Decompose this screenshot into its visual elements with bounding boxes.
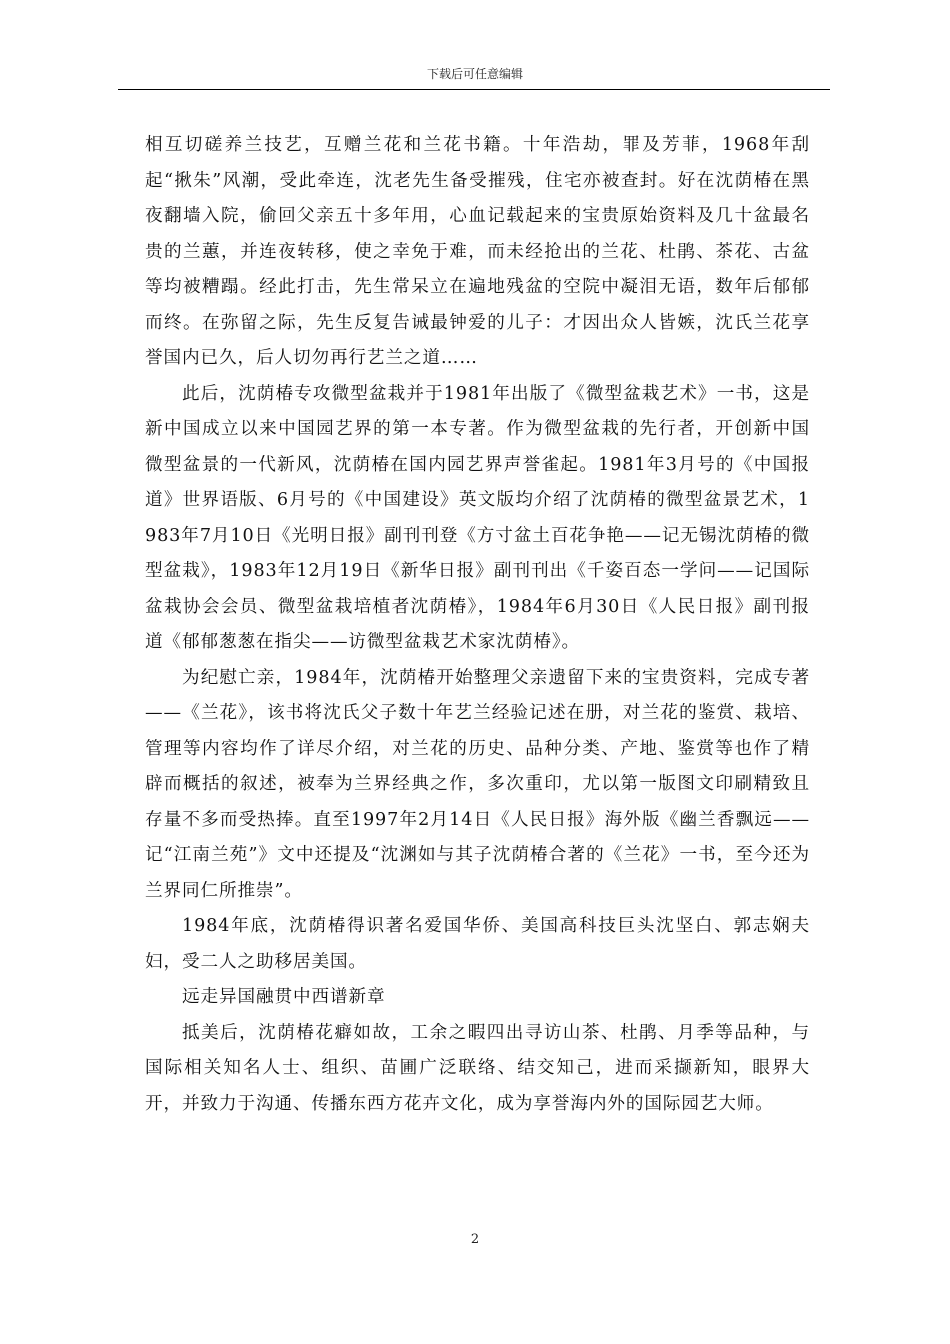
paragraph-4: 1984年底，沈荫椿得识著名爱国华侨、美国高科技巨头沈坚白、郭志娴夫妇，受二人之助移居美国。: [145, 916, 810, 972]
paragraph-1: 相互切磋养兰技艺，互赠兰花和兰花书籍。十年浩劫，罪及芳菲，1968年刮起“揪朱”风潮，受此牵连，沈老先生备受摧残，住宅亦被查封。好在沈荫椿在黑夜翻墙入院，偷回父亲五十多年用，心血记载起来的宝贵原始资料及几十盆最名贵的兰蕙，并连夜转移，使之幸免于难，而未经抢出的兰花、杜鹃、茶花、古盆等均被糟蹋。经此打击，先生常呆立在遍地残盆的空院中凝泪无语，数年后郁郁而终。在弥留之际，先生反复告诫最钟爱的儿子：才因出众人皆嫉，沈氏兰花享誉国内已久，后人切勿再行艺兰之道……: [145, 135, 810, 368]
page-number: 2: [470, 1232, 480, 1247]
paragraph-2: 此后，沈荫椿专攻微型盆栽并于1981年出版了《微型盆栽艺术》一书，这是新中国成立以来中国园艺界的第一本专著。作为微型盆栽的先行者，开创新中国微型盆景的一代新风，沈荫椿在国内园艺界声誉雀起。1981年3月号的《中国报道》世界语版、6月号的《中国建设》英文版均介绍了沈荫椿的微型盆景艺术，1983年7月10日《光明日报》副刊刊登《方寸盆土百花争艳——记无锡沈荫椿的微型盆栽》，1983年12月19日《新华日报》副刊刊出《千姿百态一学问——记国际盆栽协会会员、微型盆栽培植者沈荫椿》，1984年6月30日《人民日报》副刊报道《郁郁葱葱在指尖——访微型盆栽艺术家沈荫椿》。: [145, 383, 810, 652]
header-rule: [118, 89, 830, 90]
section-heading: 远走异国融贯中西谱新章: [182, 987, 386, 1007]
paragraph-3: 为纪慰亡亲，1984年，沈荫椿开始整理父亲遗留下来的宝贵资料，完成专著——《兰花》，该书将沈氏父子数十年艺兰经验记述在册，对兰花的鉴赏、栽培、管理等内容均作了详尽介绍，对兰花的历史、品种分类、产地、鉴赏等也作了精辟而概括的叙述，被奉为兰界经典之作，多次重印，尤以第一版图文印刷精致且存量不多而受热捧。直至1997年2月14日《人民日报》海外版《幽兰香飘远——记“江南兰苑”》文中还提及“沈渊如与其子沈荫椿合著的《兰花》一书，至今还为兰界同仁所推崇”。: [145, 667, 810, 901]
page-header-text: 下载后可任意编辑: [426, 67, 523, 81]
paragraph-5: 抵美后，沈荫椿花癖如故，工余之暇四出寻访山茶、杜鹃、月季等品种，与国际相关知名人士、组织、苗圃广泛联络、结交知己，进而采撷新知，眼界大开，并致力于沟通、传播东西方花卉文化，成为享誉海内外的国际园艺大师。: [145, 1022, 810, 1114]
document-body: [145, 128, 810, 1122]
